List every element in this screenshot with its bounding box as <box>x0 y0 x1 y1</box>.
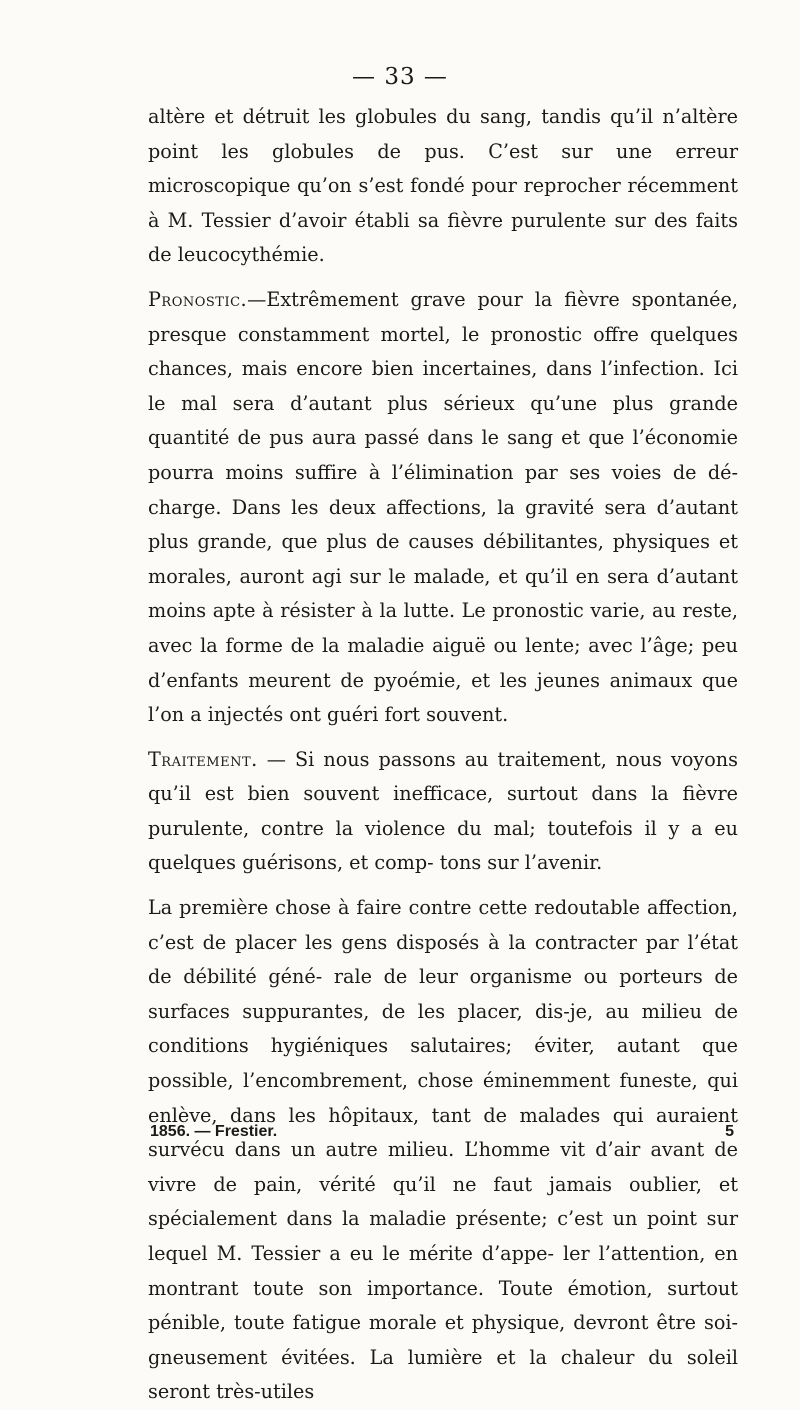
section-heading-pronostic: Pronostic. <box>148 287 248 311</box>
paragraph-pronostic-body: —Extrêmement grave pour la fièvre spontanée, presque constamment mortel, le pronostic offre quelques chances, mais encore bien incertaines, dans l’infection. Ici le mal sera d’autant plus sérieux qu’une plus grande quantité de pus aura passé dans le sang et que l’économie pourra moins suffire à l’élimination par ses voies de dé- charge. Dans les deux affections, la gravité sera d’autant plus grande, que plus de causes débilitantes, physiques et morales, auront agi sur le malade, et qu’il en sera d’autant moins apte à résister à la lutte. Le pronostic varie, au reste, avec la forme de la maladie aiguë ou lente; avec l’âge; peu d’enfants meurent de pyoémie, et les jeunes animaux que l’on a injectés ont guéri fort souvent. <box>148 287 738 727</box>
page-number: — 33 — <box>352 64 448 90</box>
signature-mark: 5 <box>725 1123 734 1140</box>
body-text <box>148 100 738 1410</box>
signature-left: 1856. — Frestier. <box>150 1123 278 1140</box>
paragraph-traitement <box>148 743 738 881</box>
paragraph-traitement-body: — Si nous passons au traitement, nous voyons qu’il est bien souvent inefficace, surtout dans la fièvre purulente, contre la violence du mal; toutefois il y a eu quelques guérisons, et comp- tons sur l’avenir. <box>148 747 738 875</box>
paragraph-4: La première chose à faire contre cette redoutable affection, c’est de placer les gens disposés à la contracter par l’état de débilité géné- rale de leur organisme ou porteurs de surfaces suppurantes, de les placer, dis-je, au milieu de conditions hygiéniques salutaires; éviter, autant que possible, l’encombrement, chose éminemment funeste, qui enlève, dans les hôpitaux, tant de malades qui auraient survécu dans un autre milieu. L’homme vit d’air avant de vivre de pain, vérité qu’il ne faut jamais oublier, et spécialement dans la maladie présente; c’est un point sur lequel M. Tessier a eu le mérite d’appe- ler l’attention, en montrant toute son importance. Toute émotion, surtout pénible, toute fatigue morale et physique, devront être soi- gneusement évitées. La lumière et la chaleur du soleil seront très-utiles <box>148 896 738 1404</box>
printer-signature <box>150 1123 734 1141</box>
section-heading-traitement: Traitement. <box>148 747 258 771</box>
paragraph-1: altère et détruit les globules du sang, tandis qu’il n’altère point les globules de pus. C’est sur une erreur microscopique qu’on s’est fondé pour reprocher récemment à M. Tessier d’avoir établi sa fièvre purulente sur des faits de leucocythémie. <box>148 105 738 267</box>
paragraph-pronostic <box>148 283 738 733</box>
